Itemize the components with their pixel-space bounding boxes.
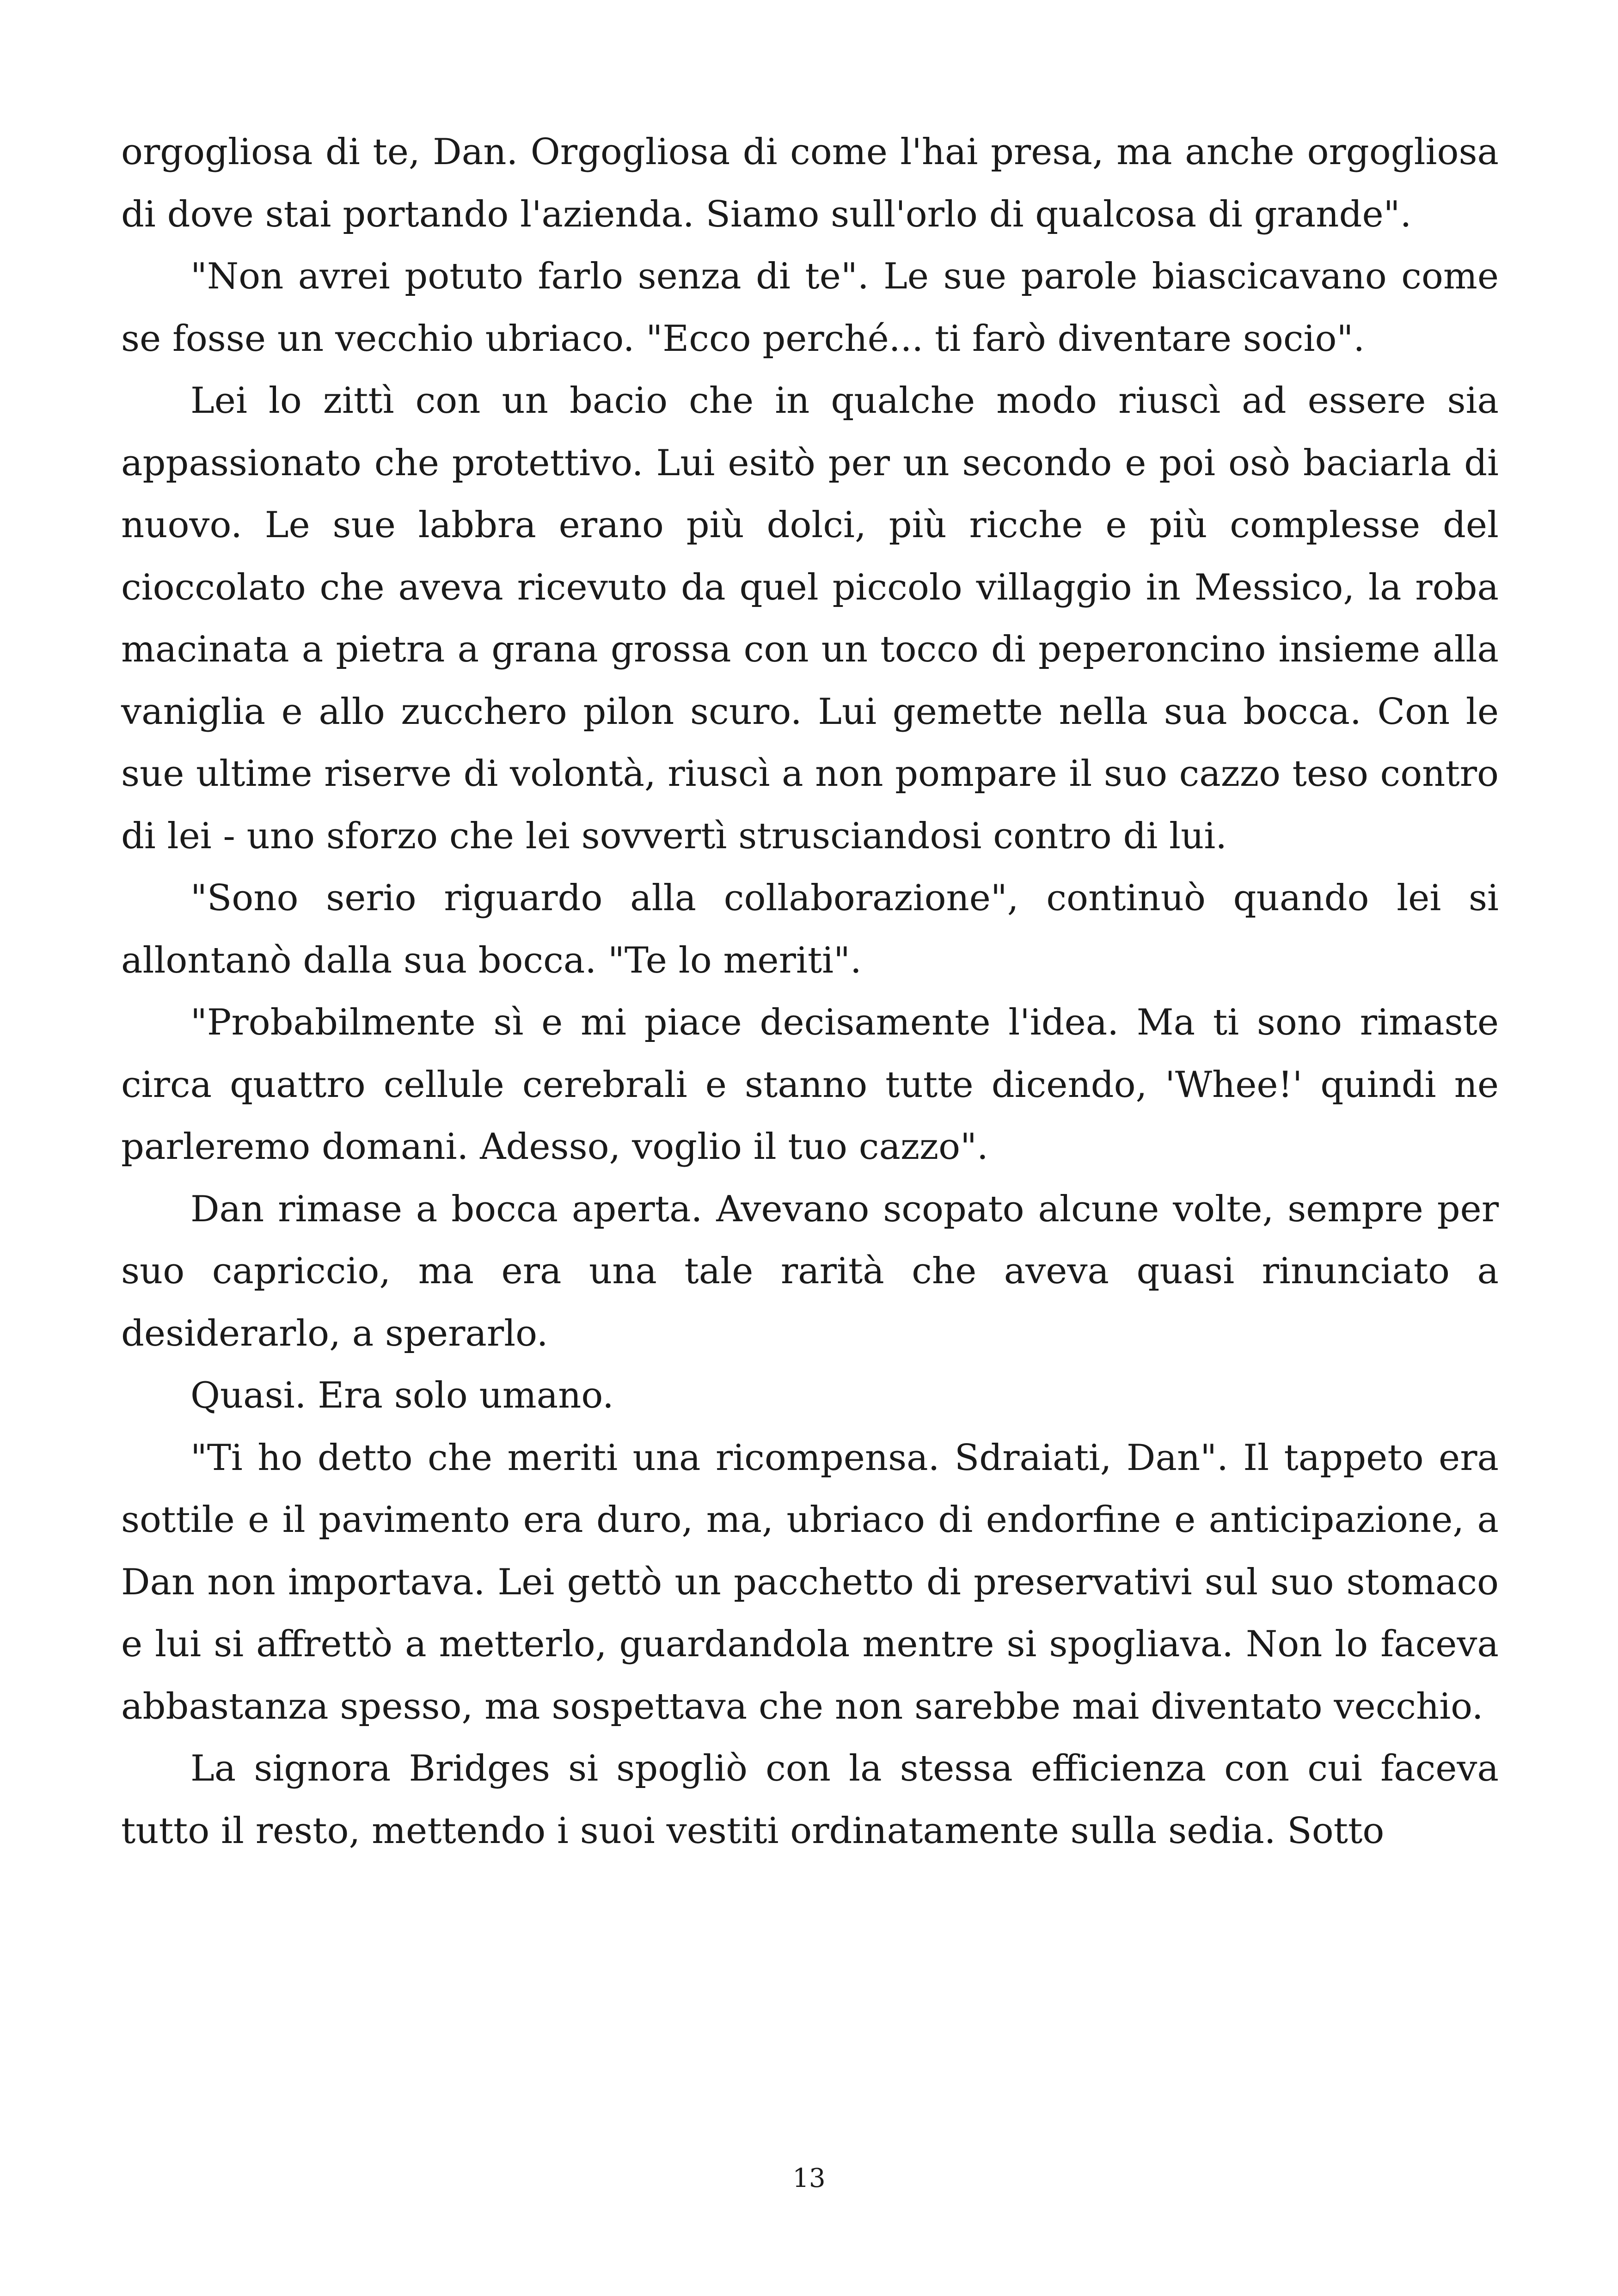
paragraph: "Ti ho detto che meriti una ricompensa. Sdraiati, Dan". Il tappeto era sottile e il pavimento era duro, ma, ubriaco di endorfine e anticipazione, a Dan non importava. Lei gettò un pacchetto di preservativi sul suo stomaco e lui si affrettò a metterlo, guardandola mentre si spogliava. Non lo faceva abbastanza spesso, ma sospettava che non sarebbe mai diventato vecchio.	[121, 1437, 1499, 1727]
paragraph: "Probabilmente sì e mi piace decisamente l'idea. Ma ti sono rimaste circa quattro cellule cerebrali e stanno tutte dicendo, 'Whee!' quindi ne parleremo domani. Adesso, voglio il tuo cazzo".	[121, 1002, 1499, 1168]
paragraph: "Non avrei potuto farlo senza di te". Le sue parole biascicavano come se fosse un vecchio ubriaco. "Ecco perché... ti farò diventare socio".	[121, 256, 1499, 360]
paragraph-continuation: orgogliosa di te, Dan. Orgogliosa di come l'hai presa, ma anche orgogliosa di dove stai portando l'azienda. Siamo sull'orlo di qualcosa di grande".	[121, 131, 1499, 235]
body-text	[121, 121, 1499, 1862]
paragraph: "Sono serio riguardo alla collaborazione", continuò quando lei si allontanò dalla sua bocca. "Te lo meriti".	[121, 877, 1499, 981]
paragraph: Dan rimase a bocca aperta. Avevano scopato alcune volte, sempre per suo capriccio, ma era una tale rarità che aveva quasi rinunciato a desiderarlo, a sperarlo.	[121, 1188, 1499, 1354]
page-number: 13	[792, 2163, 826, 2193]
paragraph: Quasi. Era solo umano.	[190, 1375, 614, 1416]
paragraph: La signora Bridges si spogliò con la stessa efficienza con cui faceva tutto il resto, mettendo i suoi vestiti ordinatamente sulla sedia. Sotto	[121, 1748, 1499, 1852]
paragraph: Lei lo zittì con un bacio che in qualche modo riuscì ad essere sia appassionato che protettivo. Lui esitò per un secondo e poi osò baciarla di nuovo. Le sue labbra erano più dolci, più ricche e più complesse del cioccolato che aveva ricevuto da quel piccolo villaggio in Messico, la roba macinata a pietra a grana grossa con un tocco di peperoncino insieme alla vaniglia e allo zucchero pilon scuro. Lui gemette nella sua bocca. Con le sue ultime riserve di volontà, riuscì a non pompare il suo cazzo teso contro di lei - uno sforzo che lei sovvertì strusciandosi contro di lui.	[121, 380, 1499, 857]
